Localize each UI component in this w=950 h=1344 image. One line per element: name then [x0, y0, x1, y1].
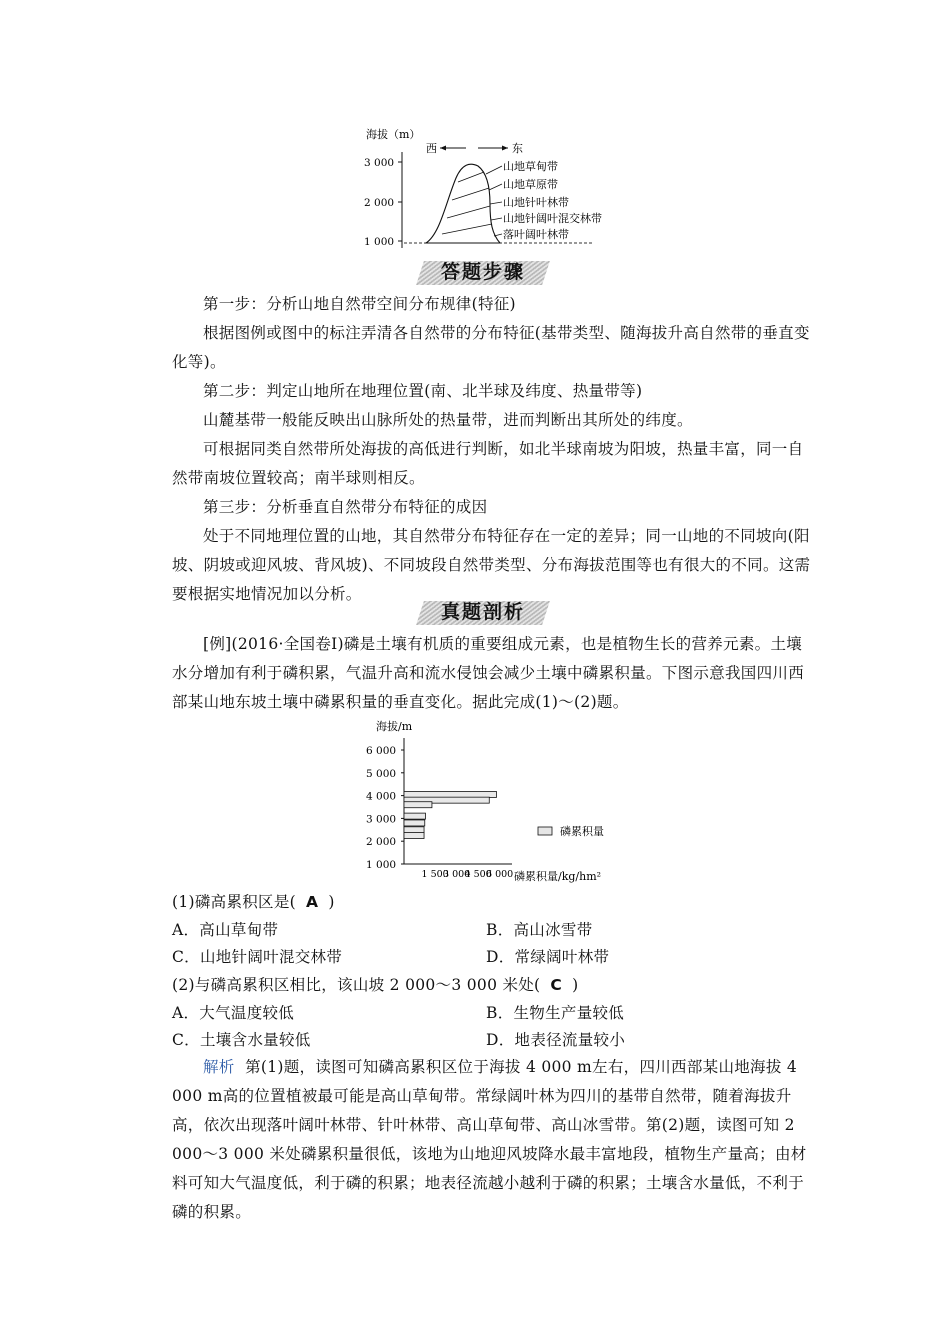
chart-y-tick-label: 4 000	[366, 790, 397, 803]
step2-body-1: 山麓基带一般能反映出山脉所处的热量带，进而判断出其所处的纬度。	[203, 411, 693, 429]
q1-option-c: C．山地针阔叶混交林带	[172, 948, 343, 966]
q1-option-a: A．高山草甸带	[172, 921, 279, 939]
q2-option-d: D．地表径流量较小	[486, 1031, 626, 1049]
chart-x-tick-label: 4 500	[464, 869, 492, 880]
chart-x-tick-label: 1 500	[421, 869, 449, 880]
phosphorus-bar-chart	[362, 716, 628, 886]
mountain-zones-figure	[362, 124, 622, 250]
chart-x-tick-label: 3 000	[443, 869, 471, 880]
chart-bar	[404, 833, 424, 839]
q1-stem: (1)磷高累积区是(	[172, 893, 297, 911]
q1-answer: A	[306, 893, 319, 911]
analysis-label: 解析	[203, 1058, 235, 1076]
fig1-tick-label-3000: 3 000	[364, 157, 395, 169]
step2-body-2: 可根据同类自然带所处海拔的高低进行判断，如北半球南坡为阳坡，热量丰富，同一自然带南坡位置较高；南半球则相反。	[172, 440, 804, 487]
example-intro: [例](2016·全国卷Ⅰ)磷是土壤有机质的重要组成元素，也是植物生长的营养元素。土壤水分增加有利于磷积累，气温升高和流水侵蚀会减少土壤中磷累积量。下图示意我国四川西部某山地东坡土壤中磷累积量的垂直变化。据此完成(1)～(2)题。	[172, 635, 805, 711]
steps-section-title	[420, 257, 546, 287]
real-exam-section-title-text: 真题剖析	[440, 601, 525, 623]
fig1-east-label: 东	[512, 142, 523, 155]
chart-y-tick-label: 5 000	[366, 767, 397, 780]
step1-body: 根据图例或图中的标注弄清各自然带的分布特征(基带类型、随海拔升高自然带的垂直变化等)。	[172, 324, 810, 371]
chart-x-tick-label: 6 000	[486, 869, 514, 880]
fig1-band-label: 山地针阔叶混交林带	[503, 212, 602, 225]
q1-stem-line	[172, 891, 335, 913]
step3-heading: 第三步：分析垂直自然带分布特征的成因	[203, 498, 488, 516]
chart-bar	[404, 820, 425, 826]
real-exam-section-title	[420, 597, 546, 627]
q2-option-c: C．土壤含水量较低	[172, 1031, 311, 1049]
q2-option-a: A．大气温度较低	[172, 1004, 295, 1022]
q2-close: )	[572, 976, 579, 994]
chart-bar	[404, 827, 424, 833]
chart-ylabel: 海拔/m	[376, 720, 413, 733]
chart-y-tick-label: 3 000	[366, 813, 397, 826]
chart-y-tick-label: 2 000	[366, 836, 397, 849]
q1-option-d: D．常绿阔叶林带	[486, 948, 610, 966]
step3-body: 处于不同地理位置的山地，其自然带分布特征存在一定的差异；同一山地的不同坡向(阳坡、阴坡或迎风坡、背风坡)、不同坡段自然带类型、分布海拔范围等也有很大的不同。这需要根据实地情况加以分析。	[172, 527, 811, 603]
analysis-text: 第(1)题，读图可知磷高累积区位于海拔 4 000 m左右，四川西部某山地海拔 4 000 m高的位置植被最可能是高山草甸带。常绿阔叶林为四川的基带自然带，随着海拔升高，依次出现落叶阔叶林带、针叶林带、高山草甸带、高山冰雪带。第(2)题，读图可知 2 000～3 000 米处磷累积量很低，该地为山地迎风坡降水最丰富地段，植物生产量高；由材料可知大气温度低，利于磷的积累；地表径流越小越利于磷的积累；土壤含水量低，不利于磷的积累。	[172, 1058, 807, 1221]
chart-bar	[404, 802, 432, 808]
q1-close: )	[328, 893, 335, 911]
fig1-band-label: 山地草甸带	[503, 160, 558, 173]
chart-bar	[404, 813, 425, 819]
q2-stem-line	[172, 974, 578, 996]
fig1-west-label: 西	[426, 142, 437, 155]
fig1-tick-label-1000: 1 000	[364, 236, 395, 248]
fig1-band-label: 山地草原带	[503, 178, 558, 191]
q2-option-b: B．生物生产量较低	[486, 1004, 625, 1022]
step1-heading: 第一步：分析山地自然带空间分布规律(特征)	[203, 295, 516, 313]
chart-bar	[404, 791, 496, 797]
chart-y-tick-label: 1 000	[366, 859, 397, 871]
steps-section-title-text: 答题步骤	[440, 261, 525, 283]
chart-y-tick-label: 6 000	[366, 745, 397, 757]
legend-label: 磷累积量	[560, 825, 604, 838]
q1-option-b: B．高山冰雪带	[486, 921, 593, 939]
chart-xlabel: 磷累积量/kg/hm²	[514, 870, 602, 883]
fig1-band-label: 山地针叶林带	[503, 196, 569, 209]
mountain-profile	[426, 164, 500, 243]
fig1-band-label: 落叶阔叶林带	[503, 228, 569, 241]
q2-answer: C	[550, 976, 563, 994]
q2-stem: (2)与磷高累积区相比，该山坡 2 000～3 000 米处(	[172, 976, 541, 994]
legend-swatch	[538, 827, 552, 835]
fig1-tick-label-2000: 2 000	[364, 197, 395, 209]
step2-heading: 第二步：判定山地所在地理位置(南、北半球及纬度、热量带等)	[203, 382, 643, 400]
analysis-block	[172, 1053, 812, 1227]
fig1-ylabel: 海拔（m）	[366, 128, 421, 141]
